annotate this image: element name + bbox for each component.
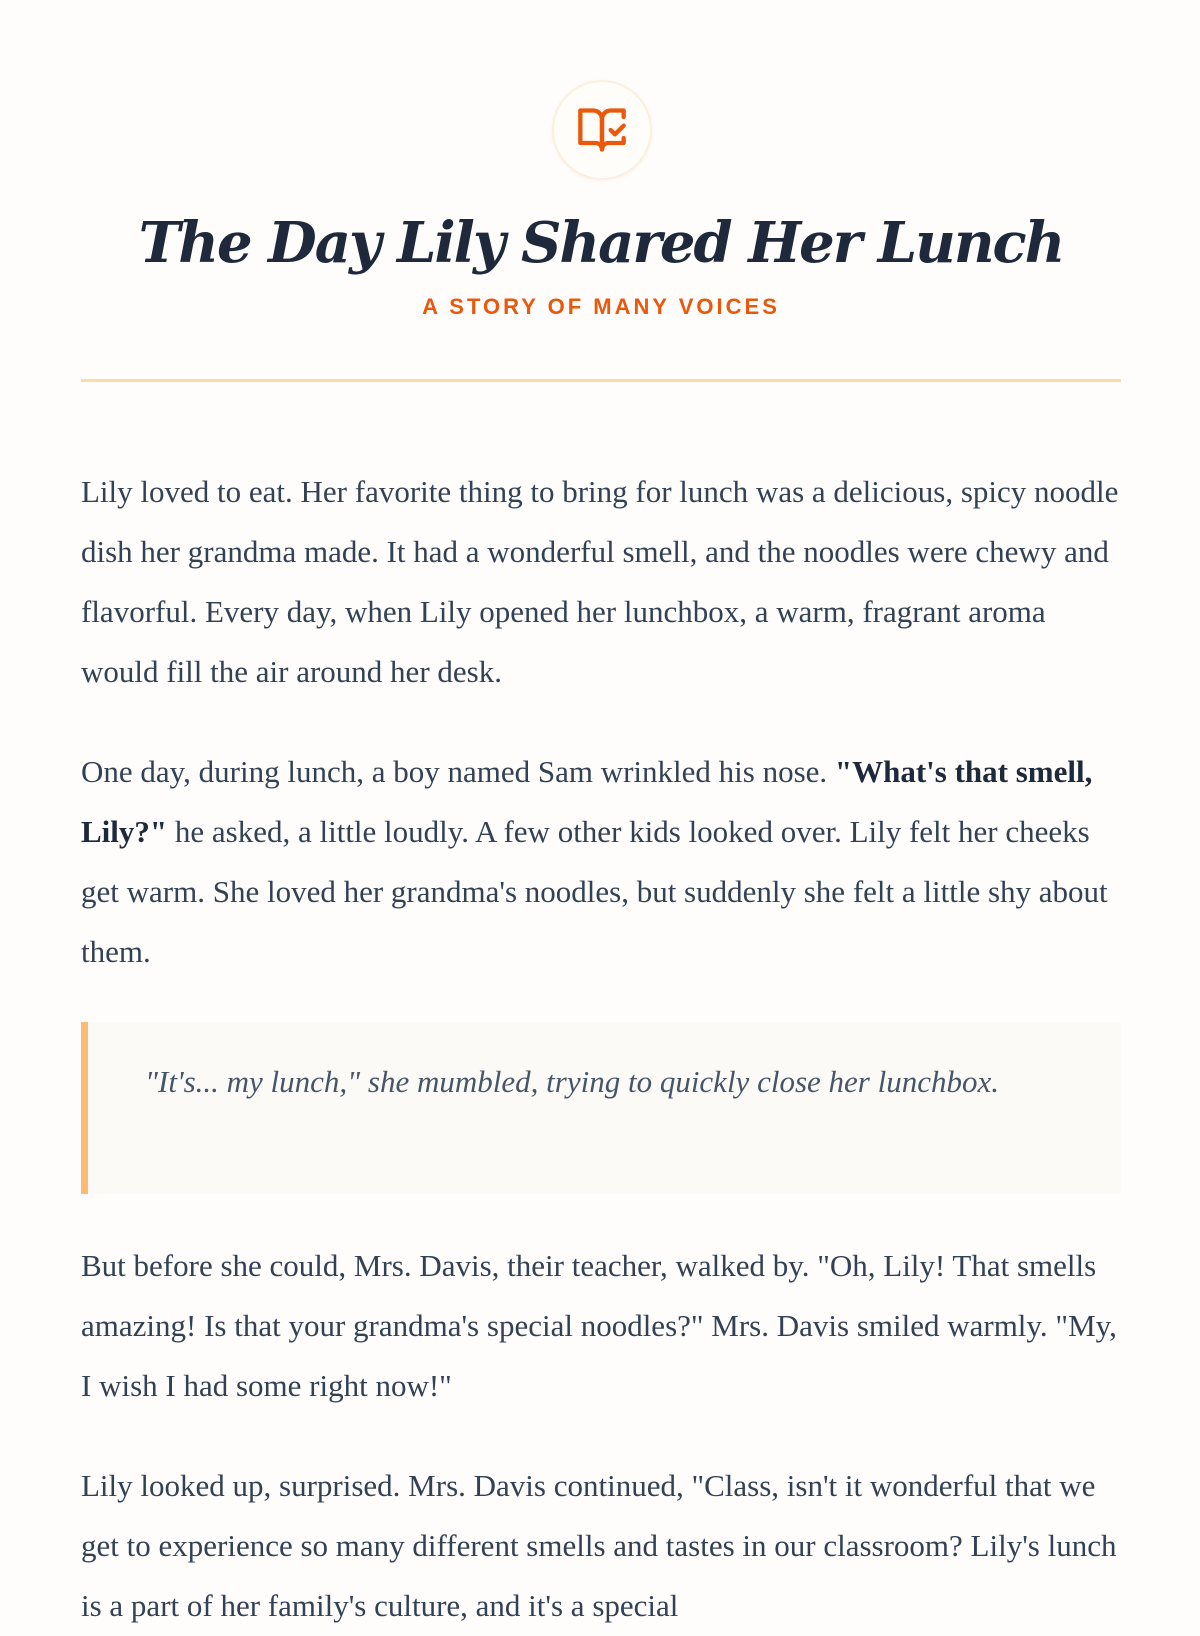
sam-dialogue: "What's that smell, Lily?" xyxy=(81,754,1093,849)
book-open-check-icon xyxy=(576,104,628,156)
story-paragraph-1: Lily loved to eat. Her favorite thing to bring for lunch was a delicious, spicy noodle dish her grandma made. It had a wonderful smell, and the noodles were chewy and flavorful. Every day, when Lily opened her lunchbox, a warm, fragrant aroma would fill the air around her desk. xyxy=(81,474,1119,689)
story-title: The Day Lily Shared Her Lunch xyxy=(138,210,1064,276)
header-divider xyxy=(81,379,1121,382)
lily-quote-text: "It's... my lunch," she mumbled, trying to quickly close her lunchbox. xyxy=(145,1064,999,1099)
paragraph-2-text-end: he asked, a little loudly. A few other kids looked over. Lily felt her cheeks get warm. She loved her grandma's noodles, but suddenly she felt a little shy about them. xyxy=(81,814,1108,969)
story-paragraph-2 xyxy=(81,742,1121,982)
story-subtitle: A STORY OF MANY VOICES xyxy=(422,294,780,319)
story-paragraph-4: Lily looked up, surprised. Mrs. Davis continued, "Class, isn't it wonderful that we get to experience so many different smells and tastes in our classroom? Lily's lunch is a part of her family's culture, and it's a special xyxy=(81,1468,1117,1623)
book-badge xyxy=(552,80,652,180)
paragraph-2-text-start: One day, during lunch, a boy named Sam wrinkled his nose. xyxy=(81,754,835,789)
story-paragraph-3: But before she could, Mrs. Davis, their teacher, walked by. "Oh, Lily! That smells amazing! Is that your grandma's special noodles?" Mrs. Davis smiled warmly. "My, I wish I had some right now!" xyxy=(81,1248,1117,1403)
lily-quote-block xyxy=(81,1022,1121,1194)
